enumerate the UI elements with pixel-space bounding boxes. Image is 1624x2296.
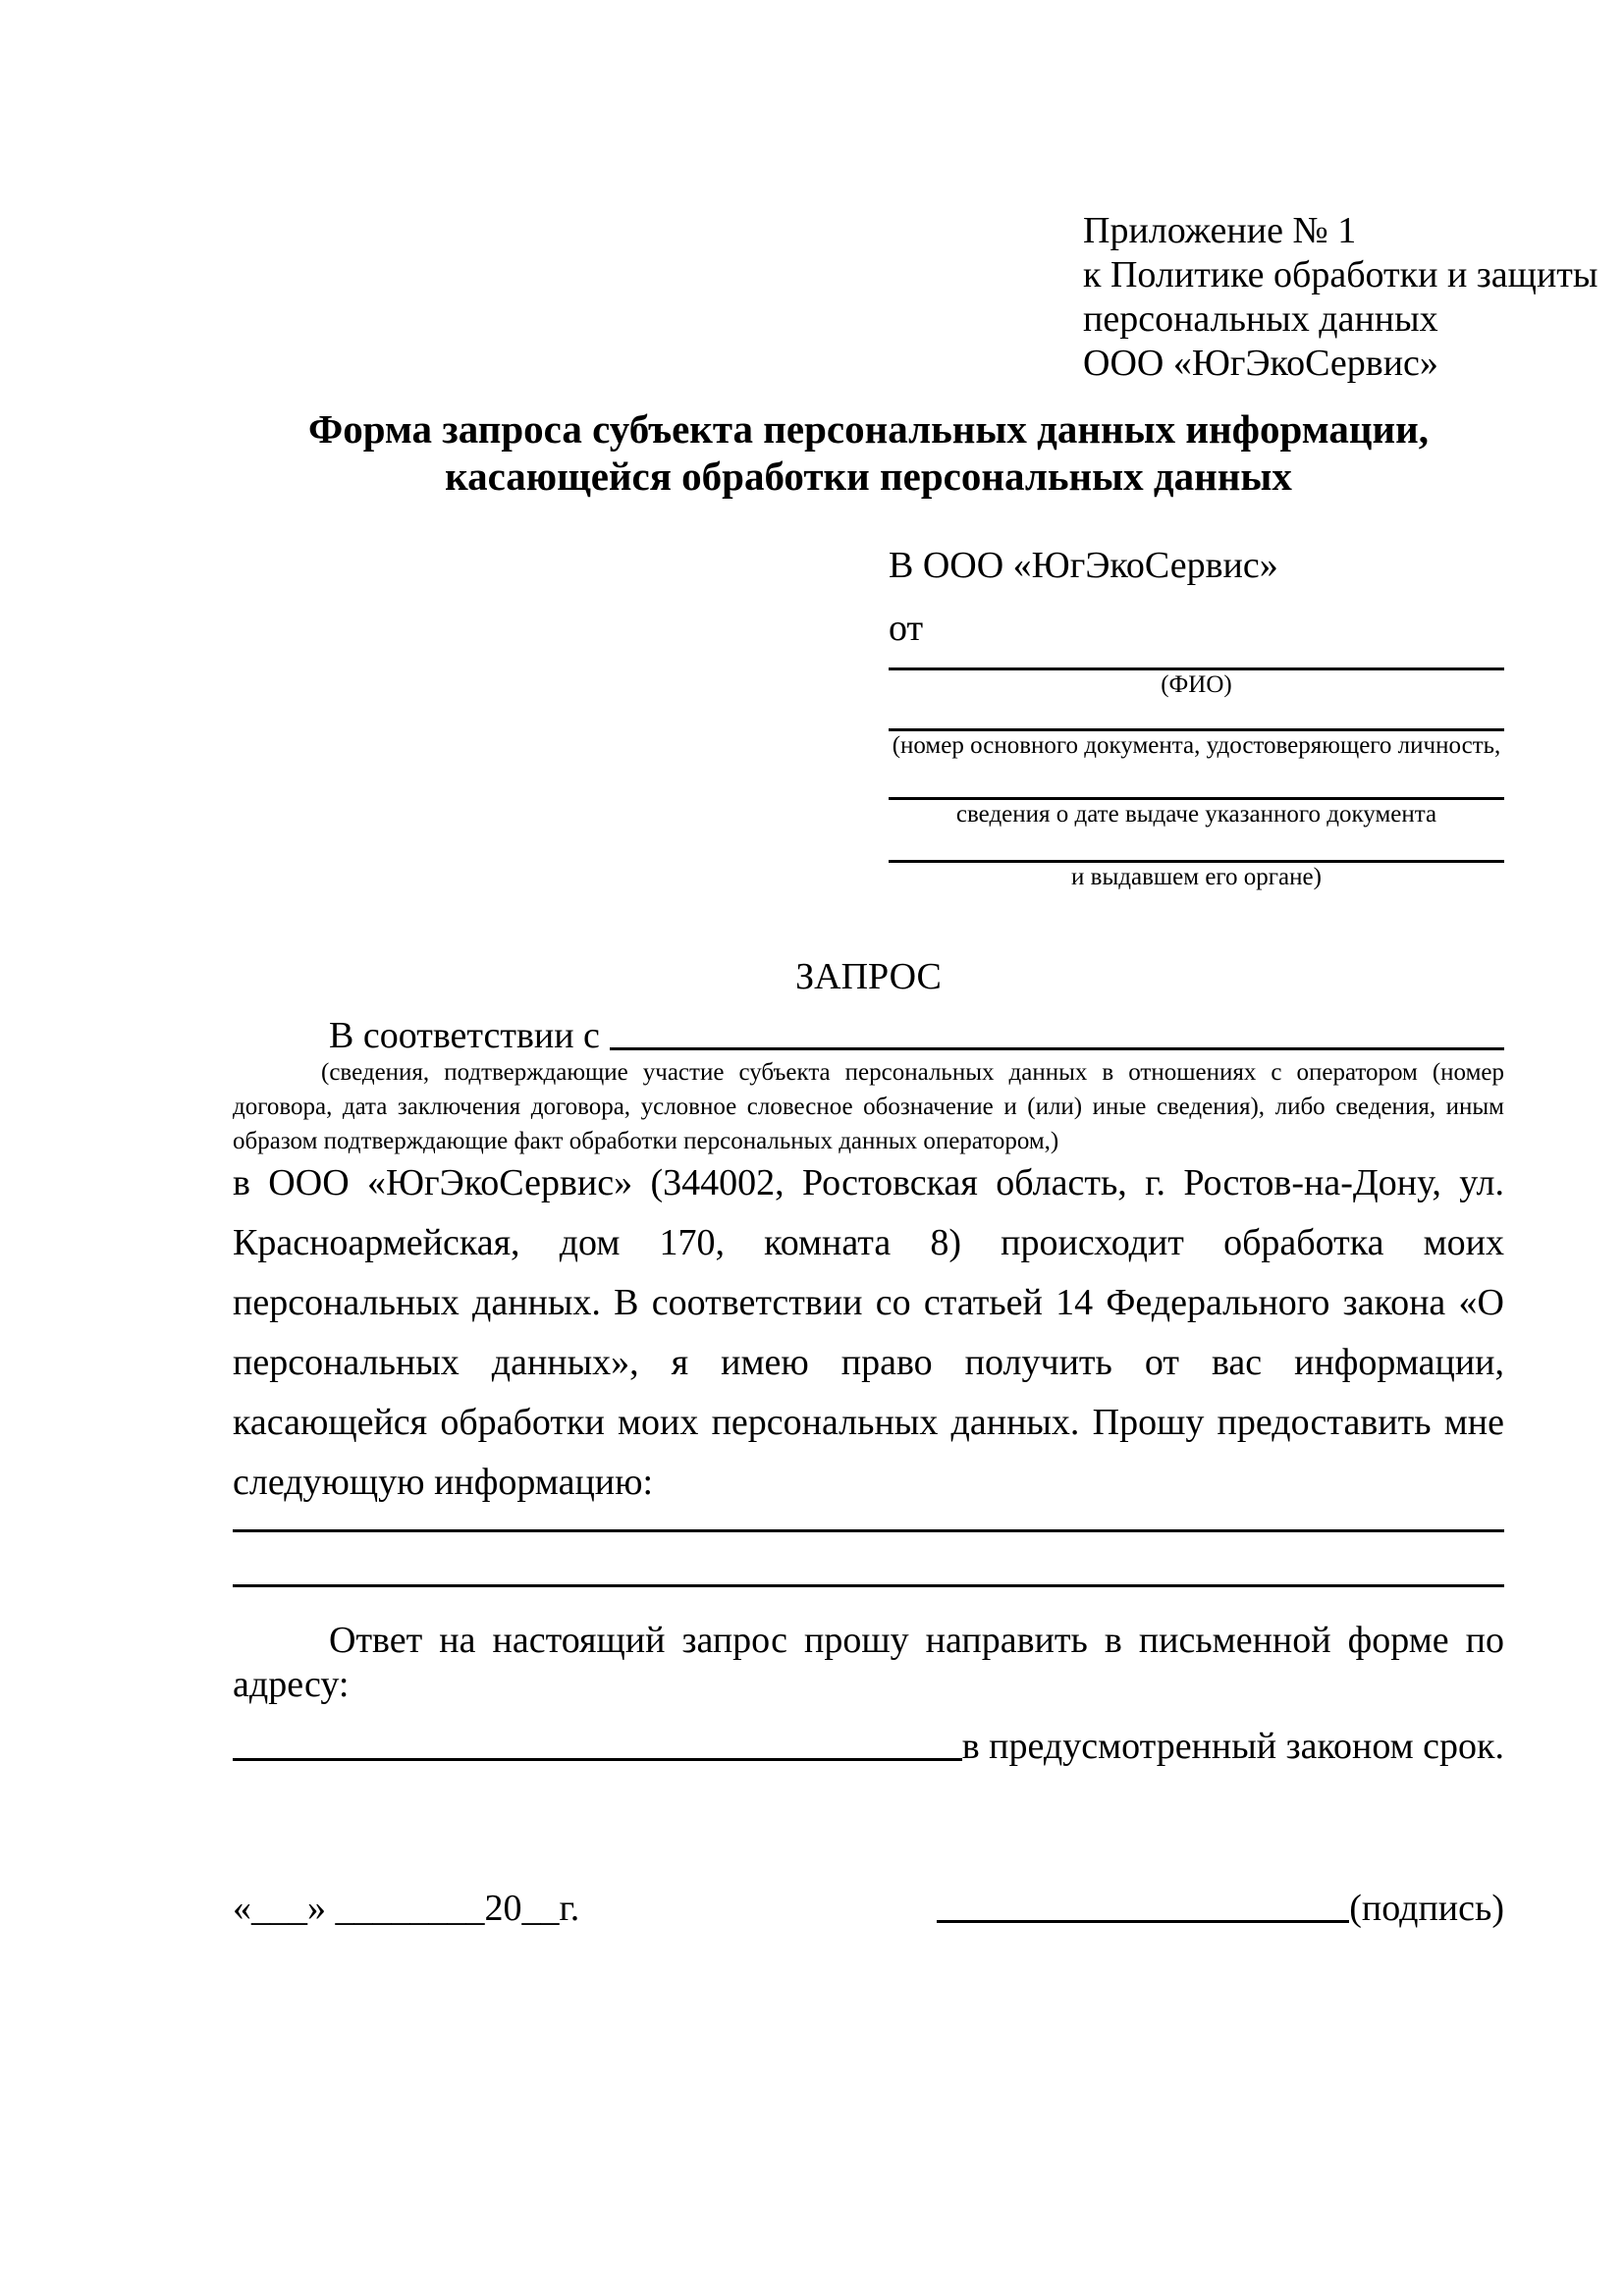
intro-caption: (сведения, подтверждающие участие субъекта персональных данных в отношениях с оператором (номер договора, дата заключения договора, условное словесное обозначение и (или) иные сведения), либо сведения, иным образом подтверждающие факт обработки персональных данных оператором,) [233,1059,1504,1154]
appendix-line-1: Приложение № 1 [1083,210,1357,251]
appendix-line-4: ООО «ЮгЭкоСервис» [1083,343,1438,384]
addressee-block [889,544,1504,892]
document-number-caption: (номер основного документа, удостоверяющего личность, [892,732,1501,759]
reply-address-line [233,1725,1504,1769]
reply-paragraph: Ответ на настоящий запрос прошу направить в письменной форме по адресу: [233,1620,1504,1705]
document-number-field [889,700,1504,761]
issuing-authority-caption: и выдавшем его органе) [1071,864,1322,890]
intro-prefix: В соответствии с [329,1015,600,1056]
basis-input-line[interactable] [610,1047,1504,1050]
fio-caption: (ФИО) [1161,671,1232,698]
request-heading: ЗАПРОС [795,956,942,997]
info-request-input-line-2[interactable] [233,1532,1504,1587]
date-fill-in[interactable]: «___» ________20__г. [233,1888,580,1929]
address-input-line[interactable] [233,1758,962,1761]
issue-date-input-line[interactable] [889,761,1504,800]
title-line-2: касающейся обработки персональных данных [445,454,1292,499]
page-content [0,209,1624,2296]
info-request-input-line-1[interactable] [233,1513,1504,1532]
reply-suffix: в предусмотренный законом срок. [961,1726,1504,1767]
main-paragraph: в ООО «ЮгЭкоСервис» (344002, Ростовская область, г. Ростов-на-Дону, ул. Красноармейская, дом 170, комната 8) происходит обработка моих персональных данных. В соответствии со статьей 14 Федерального закона «О персональных данных», я имею право получить от вас информации, касающейся обработки моих персональных данных. Прошу предоставить мне следующую информацию: [233,1162,1504,1503]
appendix-line-2: к Политике обработки и защиты [1083,254,1598,295]
footer-row [233,1887,1504,1931]
document-title [233,405,1504,500]
signature-caption: (подпись) [1349,1888,1504,1929]
fio-input-line[interactable] [889,651,1504,670]
fio-field [889,651,1504,700]
issuing-authority-field [889,829,1504,892]
intro-line [233,1014,1504,1058]
appendix-line-3: персональных данных [1083,298,1438,340]
addressee-to: В ООО «ЮгЭкоСервис» [889,545,1278,586]
issue-date-field [889,761,1504,829]
document-number-input-line[interactable] [889,700,1504,731]
signature-input-line[interactable] [937,1920,1349,1923]
addressee-from-label: от [889,608,924,649]
signature-group [937,1887,1504,1931]
issuing-authority-input-line[interactable] [889,829,1504,863]
issue-date-caption: сведения о дате выдаче указанного документа [955,801,1437,828]
appendix-block [1083,209,1598,386]
title-line-1: Форма запроса субъекта персональных данных информации, [308,406,1429,452]
